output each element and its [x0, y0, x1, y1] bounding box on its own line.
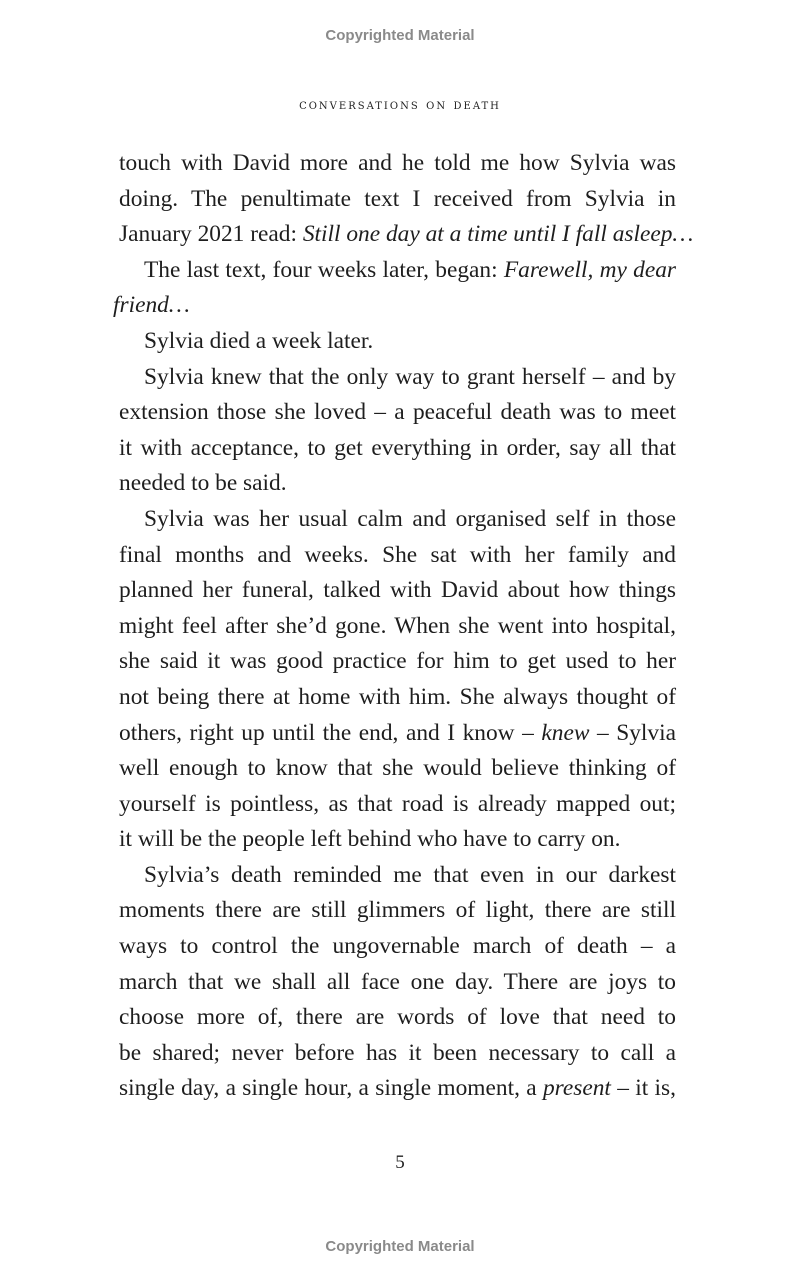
paragraph-2: [113, 253, 677, 324]
text-line: be shared; never before has it been necessary to call a: [119, 1039, 676, 1066]
text-line: Sylvia died a week later.: [144, 327, 374, 354]
italic-quote: Farewell, my dear: [503, 256, 677, 283]
text-line: Sylvia knew that the only way to grant herself – and by: [144, 363, 676, 390]
text-line: moments there are still glimmers of light, there are still: [119, 897, 676, 924]
text-line: planned her funeral, talked with David about how things: [119, 577, 676, 604]
text-line: it with acceptance, to get everything in order, say all that: [119, 434, 676, 461]
text-run: single day, a single hour, a single moment, a: [119, 1075, 543, 1102]
text-line: [119, 253, 676, 289]
text-line: Sylvia was her usual calm and organised self in those: [144, 505, 676, 532]
text-line: choose more of, there are words of love that need to: [119, 1004, 676, 1031]
text-line: might feel after she’d gone. When she went into hospital,: [119, 612, 676, 639]
text-line: doing. The penultimate text I received from Sylvia in: [119, 185, 676, 212]
body-text: [113, 146, 694, 1107]
paragraph-4: [119, 360, 676, 502]
text-line: [119, 716, 676, 752]
text-line: [113, 288, 676, 324]
paragraph-3: [119, 324, 676, 360]
text-line: touch with David more and he told me how Sylvia was: [119, 150, 676, 176]
copyright-watermark-bottom: Copyrighted Material: [325, 1238, 475, 1255]
paragraph-1: [119, 146, 694, 253]
italic-quote: friend…: [113, 292, 190, 319]
text-line: ways to control the ungovernable march of death – a: [119, 933, 676, 960]
text-run: others, right up until the end, and I know –: [119, 719, 542, 746]
text-line: she said it was good practice for him to get used to her: [119, 648, 676, 675]
text-line: extension those she loved – a peaceful death was to meet: [119, 399, 676, 426]
paragraph-6: [119, 858, 676, 1107]
text-run: The last text, four weeks later, began:: [144, 256, 504, 283]
text-line: well enough to know that she would believe thinking of: [119, 755, 676, 782]
text-line: yourself is pointless, as that road is already mapped out;: [119, 790, 676, 817]
text-line: needed to be said.: [119, 470, 287, 497]
italic-quote: Still one day at a time until I fall asleep…: [302, 221, 694, 248]
copyright-watermark-top: Copyrighted Material: [325, 27, 475, 44]
italic-word: present: [542, 1075, 611, 1102]
text-line: not being there at home with him. She always thought of: [119, 683, 676, 710]
italic-word: knew: [541, 719, 590, 746]
text-run: – Sylvia: [589, 719, 677, 746]
text-line: it will be the people left behind who have to carry on.: [119, 826, 621, 853]
page-number: 5: [395, 1152, 405, 1173]
text-line: Sylvia’s death reminded me that even in our darkest: [144, 861, 676, 888]
text-line: [119, 1071, 676, 1107]
text-line: [119, 217, 694, 253]
running-head: conversations on death: [299, 97, 501, 113]
text-run: January 2021 read:: [119, 221, 303, 248]
text-run: – it is,: [610, 1075, 677, 1102]
paragraph-5: [119, 502, 676, 858]
text-line: march that we shall all face one day. There are joys to: [119, 968, 676, 995]
text-line: final months and weeks. She sat with her family and: [119, 541, 676, 568]
